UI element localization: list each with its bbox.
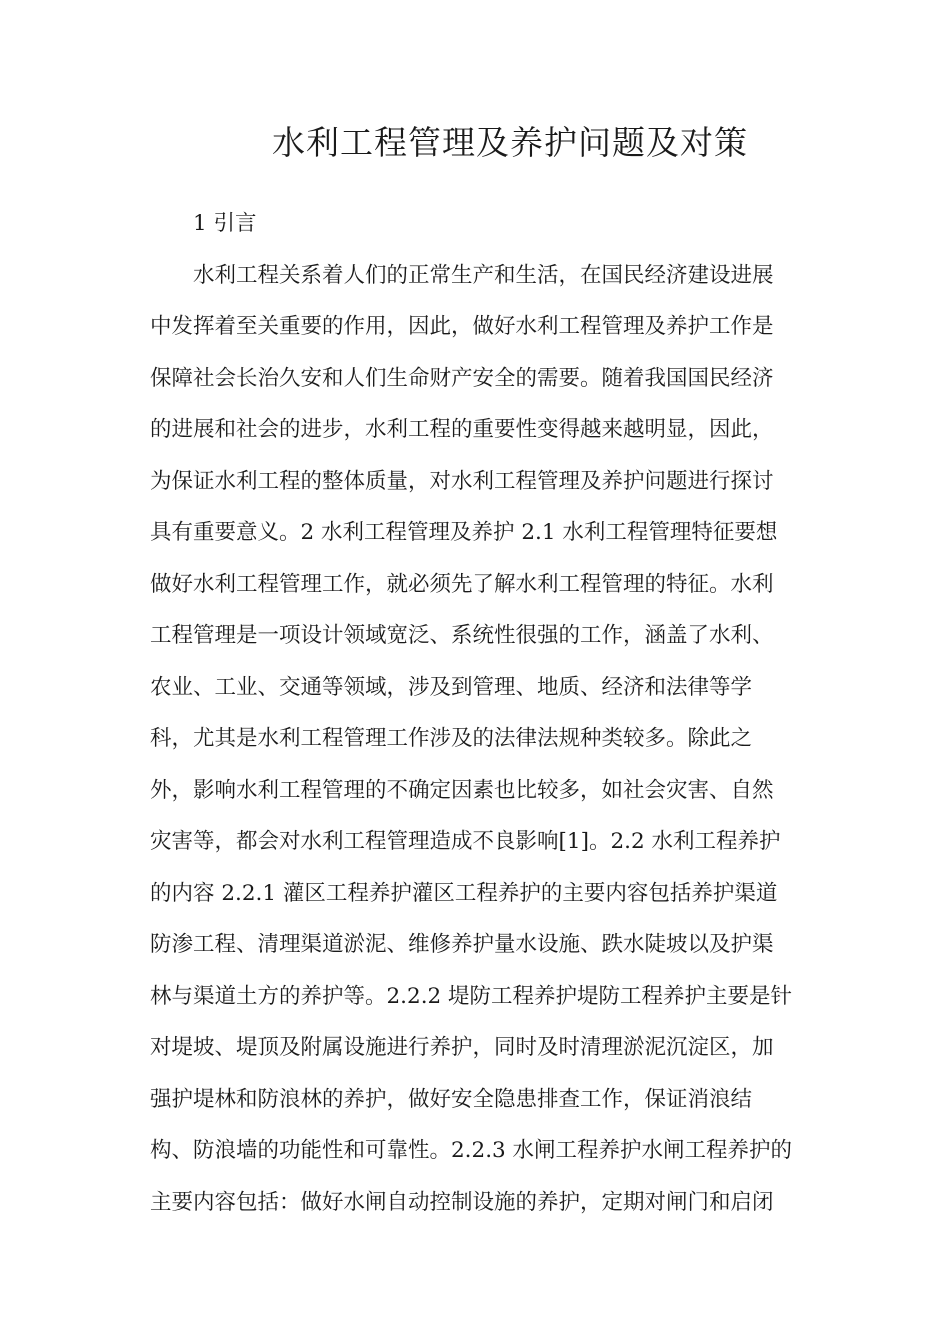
paragraph-line: 为保证水利工程的整体质量，对水利工程管理及养护问题进行探讨 (150, 468, 774, 494)
paragraph-line: 林与渠道土方的养护等。2.2.2 堤防工程养护堤防工程养护主要是针 (150, 983, 793, 1009)
paragraph-line: 科，尤其是水利工程管理工作涉及的法律法规种类较多。除此之 (150, 726, 753, 751)
paragraph-line: 防渗工程、清理渠道淤泥、维修养护量水设施、跌水陡坡以及护渠 (150, 932, 774, 957)
paragraph-line: 对堤坡、堤顶及附属设施进行养护，同时及时清理淤泥沉淀区，加 (150, 1035, 774, 1060)
paragraph-line: 做好水利工程管理工作，就必须先了解水利工程管理的特征。水利 (150, 571, 774, 597)
paragraph-line: 具有重要意义。2 水利工程管理及养护 2.1 水利工程管理特征要想 (150, 520, 778, 545)
document-body (150, 198, 805, 1228)
paragraph-line: 强护堤林和防浪林的养护，做好安全隐患排查工作，保证消浪结 (150, 1086, 753, 1112)
paragraph-line: 构、防浪墙的功能性和可靠性。2.2.3 水闸工程养护水闸工程养护的 (150, 1138, 793, 1163)
document-title: 水利工程管理及养护问题及对策 (272, 123, 748, 162)
paragraph-line: 农业、工业、交通等领域，涉及到管理、地质、经济和法律等学 (150, 674, 753, 700)
paragraph-line: 保障社会长治久安和人们生命财产安全的需要。随着我国国民经济 (150, 365, 774, 391)
paragraph-line: 灾害等，都会对水利工程管理造成不良影响[1]。2.2 水利工程养护 (150, 829, 781, 854)
paragraph-line: 的进展和社会的进步，水利工程的重要性变得越来越明显，因此， (150, 417, 774, 442)
paragraph-line: 外，影响水利工程管理的不确定因素也比较多，如社会灾害、自然 (150, 777, 774, 803)
paragraph-line: 主要内容包括：做好水闸自动控制设施的养护，定期对闸门和启闭 (150, 1189, 774, 1215)
paragraph-line: 中发挥着至关重要的作用，因此，做好水利工程管理及养护工作是 (150, 314, 774, 339)
paragraph-line: 水利工程关系着人们的正常生产和生活，在国民经济建设进展 (193, 262, 774, 288)
paragraph-line: 工程管理是一项设计领域宽泛、系统性很强的工作，涵盖了水利、 (150, 623, 774, 648)
paragraph-line: 的内容 2.2.1 灌区工程养护灌区工程养护的主要内容包括养护渠道 (150, 880, 778, 906)
section-heading-introduction: 1 引言 (193, 211, 257, 236)
